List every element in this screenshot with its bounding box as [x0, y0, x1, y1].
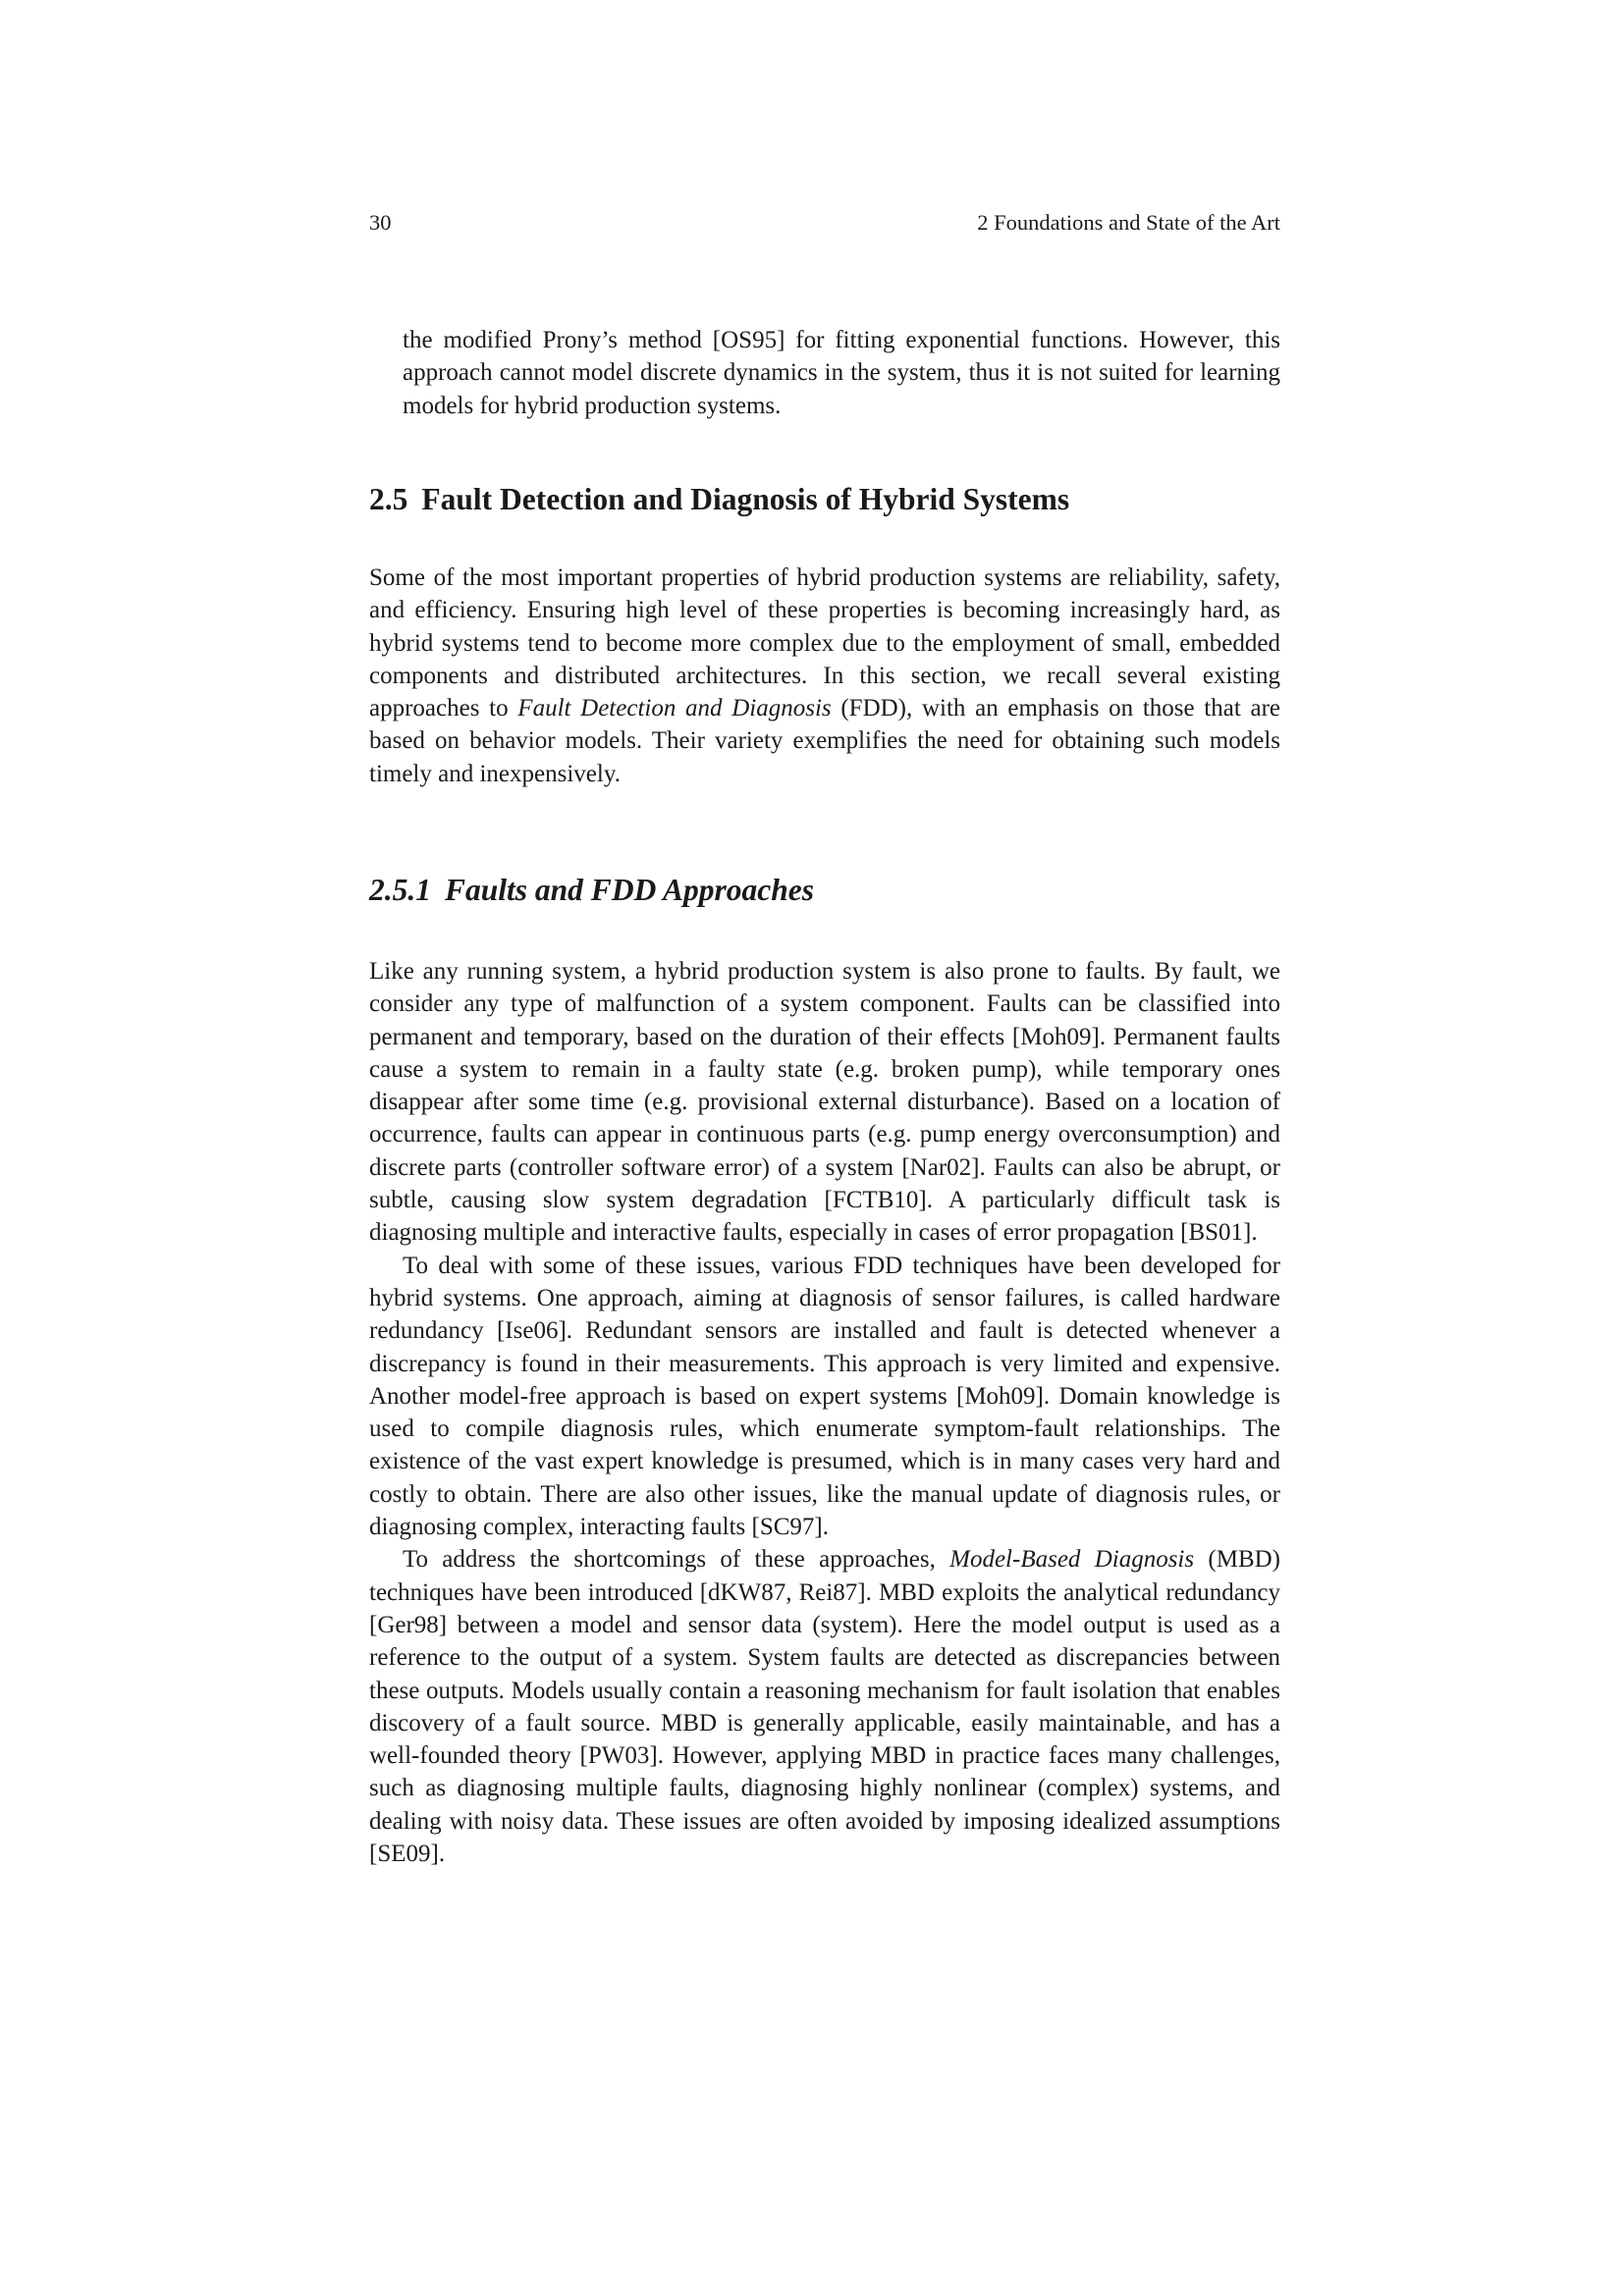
- mbd-text-start: To address the shortcomings of these approaches,: [403, 1546, 950, 1574]
- subsection-body: [369, 955, 1280, 1870]
- intro-paragraph: [369, 561, 1280, 790]
- intro-text-end: (FDD), with an emphasis on those that are based on behavior models. Their variety exemplifies the need for obtaining such models timely and inexpensively.: [369, 695, 1281, 787]
- page-number: 30: [369, 210, 392, 235]
- section-number: 2.5: [369, 482, 408, 516]
- paragraph-mbd: [369, 1543, 1280, 1870]
- mbd-term: Model-Based Diagnosis: [949, 1546, 1195, 1574]
- continued-paragraph: the modified Prony’s method [OS95] for fitting exponential functions. However, this approach cannot model discrete dynamics in the system, thus it is not suited for learning models for hybrid production systems.: [403, 327, 1280, 419]
- section-intro: [369, 561, 1280, 790]
- paragraph-faults: Like any running system, a hybrid production system is also prone to faults. By fault, we consider any type of malfunction of a system component. Faults can be classified into permanent and temporary, based on the duration of their effects [Moh09]. Permanent faults cause a system to remain in a faulty state (e.g. broken pump), while temporary ones disappear after some time (e.g. provisional external disturbance). Based on a location of occurrence, faults can appear in continuous parts (e.g. pump energy overconsumption) and discrete parts (controller software error) of a system [Nar02]. Faults can also be abrupt, or subtle, causing slow system degradation [FCTB10]. A particularly difficult task is diagnosing multiple and interactive faults, especially in cases of error propagation [BS01].: [369, 958, 1280, 1247]
- paragraph-fdd-techniques: To deal with some of these issues, various FDD techniques have been developed for hybrid systems. One approach, aiming at diagnosis of sensor failures, is called hardware redundancy [Ise06]. Redundant sensors are installed and fault is detected whenever a discrepancy is found in their measurements. This approach is very limited and expensive. Another model-free approach is based on expert systems [Moh09]. Domain knowledge is used to compile diagnosis rules, which enumerate symptom-fault relationships. The existence of the vast expert knowledge is presumed, which is in many cases very hard and costly to obtain. There are also other issues, like the manual update of diagnosis rules, or diagnosing complex, interacting faults [SC97].: [369, 1252, 1280, 1541]
- running-title: 2 Foundations and State of the Art: [977, 210, 1280, 235]
- section-heading: [369, 479, 1280, 520]
- subsection-title: Faults and FDD Approaches: [445, 873, 815, 907]
- subsection-heading: [369, 870, 1280, 911]
- intro-term-fdd: Fault Detection and Diagnosis: [517, 695, 832, 722]
- intro-text-start: Some of the most important properties of hybrid production systems are reliability, safety, and efficiency. Ensuring high level of these properties is becoming increasingly hard, as hybrid systems tend to become more complex due to the employment of small, embedded components and distributed architectures. In this section, we recall several existing approaches to: [369, 564, 1280, 722]
- section-title: Fault Detection and Diagnosis of Hybrid Systems: [421, 482, 1070, 516]
- subsection-number: 2.5.1: [369, 873, 431, 907]
- mbd-text-end: (MBD) techniques have been introduced [dKW87, Rei87]. MBD exploits the analytical redundancy [Ger98] between a model and sensor data (system). Here the model output is used as a reference to the output of a system. System faults are detected as discrepancies between these outputs. Models usually contain a reasoning mechanism for fault isolation that enables discovery of a fault source. MBD is generally applicable, easily maintainable, and has a well-founded theory [PW03]. However, applying MBD in practice faces many challenges, such as diagnosing multiple faults, diagnosing highly nonlinear (complex) systems, and dealing with noisy data. These issues are often avoided by imposing idealized assumptions [SE09].: [369, 1546, 1280, 1868]
